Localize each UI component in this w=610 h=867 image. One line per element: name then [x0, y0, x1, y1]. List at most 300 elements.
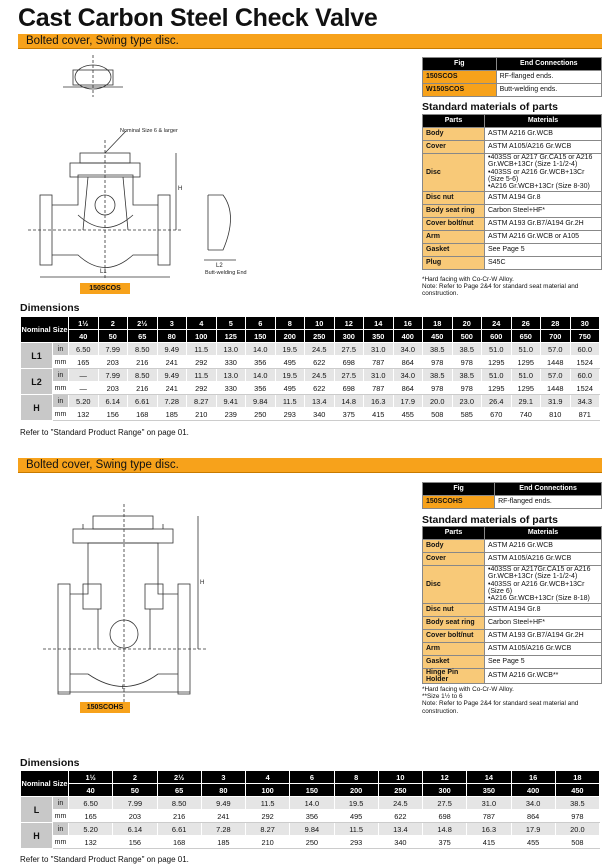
material-row	[423, 566, 602, 604]
fig-code: 150SCOS	[423, 71, 497, 84]
dimension-value: 9.41	[216, 395, 246, 408]
size-mm-header: 300	[334, 330, 364, 343]
part-name: Cover bolt/nut	[423, 629, 485, 642]
part-name: Body seat ring	[423, 616, 485, 629]
dimension-value: 185	[157, 408, 187, 421]
unit-label: in	[53, 343, 69, 356]
dimension-value: 1524	[570, 356, 600, 369]
part-name: Plug	[423, 256, 485, 269]
size-in-header: 2½	[128, 317, 158, 330]
size-in-header: 28	[541, 317, 571, 330]
size-mm-header: 100	[246, 784, 290, 797]
material-row	[423, 616, 602, 629]
size-mm-header: 650	[511, 330, 541, 343]
part-material: Carbon Steel+HF*	[485, 616, 602, 629]
size-in-header: 4	[187, 317, 217, 330]
dimension-value: 5.20	[69, 395, 99, 408]
dimension-value: 11.5	[187, 343, 217, 356]
material-row	[423, 243, 602, 256]
dimension-value: 168	[157, 836, 201, 849]
size-mm-header: 125	[216, 330, 246, 343]
size-mm-header: 700	[541, 330, 571, 343]
dimension-value: 250	[290, 836, 334, 849]
dimension-value: 864	[393, 382, 423, 395]
materials-title-2: Standard materials of parts	[422, 514, 558, 526]
dimension-value: 330	[216, 356, 246, 369]
dimension-value: 978	[423, 356, 453, 369]
dimension-value: 216	[128, 382, 158, 395]
dimension-value: 864	[511, 810, 555, 823]
dimension-value: 216	[128, 356, 158, 369]
size-mm-header: 500	[452, 330, 482, 343]
dimension-value: 292	[187, 356, 217, 369]
dimension-value: 455	[511, 836, 555, 849]
end-connection: Butt-welding ends.	[496, 84, 601, 97]
part-material: See Page 5	[485, 243, 602, 256]
dimension-value: 60.0	[570, 343, 600, 356]
dimension-value: 132	[69, 408, 99, 421]
dimension-value: 1295	[482, 356, 512, 369]
dimension-value: 9.84	[290, 823, 334, 836]
size-mm-header: 40	[69, 330, 99, 343]
size-mm-header: 400	[511, 784, 555, 797]
dimension-value: 6.50	[69, 797, 113, 810]
dimension-row	[21, 823, 600, 836]
dimension-value: 38.5	[555, 797, 599, 810]
part-name: Hinge Pin Holder	[423, 668, 485, 684]
unit-label: mm	[53, 836, 69, 849]
part-material: See Page 5	[485, 655, 602, 668]
unit-label: in	[53, 369, 69, 382]
dim-label-h2: H	[200, 580, 205, 586]
dimension-value: 787	[364, 382, 394, 395]
size-in-header: 18	[555, 771, 599, 784]
size-in-header: 16	[511, 771, 555, 784]
dimension-value: 7.99	[98, 343, 128, 356]
section-band-1: Bolted cover, Swing type disc.	[18, 34, 602, 49]
dimension-value: 622	[305, 356, 335, 369]
dimensions-table-1	[20, 316, 600, 421]
dimension-value: 6.50	[69, 343, 99, 356]
size-mm-header: 65	[157, 784, 201, 797]
dimension-value: 978	[423, 382, 453, 395]
dimension-value: 585	[452, 408, 482, 421]
dimension-value: 8.50	[128, 343, 158, 356]
dimension-value: 24.5	[305, 369, 335, 382]
part-name: Disc nut	[423, 191, 485, 204]
dimension-value: 356	[290, 810, 334, 823]
dimension-value: 6.61	[157, 823, 201, 836]
size-in-header: 12	[334, 317, 364, 330]
part-name: Disc nut	[423, 603, 485, 616]
dimension-value: 210	[187, 408, 217, 421]
dimension-value: 20.0	[423, 395, 453, 408]
dimension-value: 27.5	[423, 797, 467, 810]
part-material: ASTM A193 Gr.B7/A194 Gr.2H	[485, 217, 602, 230]
dimension-value: 17.9	[393, 395, 423, 408]
refer-note-1: Refer to "Standard Product Range" on page 01.	[20, 428, 189, 437]
part-material: ASTM A105/A216 Gr.WCB	[485, 141, 602, 154]
dimension-row	[21, 408, 600, 421]
size-in-header: 2½	[157, 771, 201, 784]
dimension-value: 7.28	[157, 395, 187, 408]
part-name: Cover	[423, 141, 485, 154]
dimension-value: 6.14	[98, 395, 128, 408]
annotation-nominal-size: Nominal Size 6 & larger	[120, 128, 178, 134]
dimension-value: 24.5	[378, 797, 422, 810]
figure-label-150scohs: 150SCOHS	[80, 702, 130, 713]
dimension-value: 8.27	[187, 395, 217, 408]
dimension-row	[21, 369, 600, 382]
size-mm-header: 200	[275, 330, 305, 343]
part-material: ASTM A194 Gr.8	[485, 603, 602, 616]
dimension-value: 1295	[511, 356, 541, 369]
dimension-value: 24.5	[305, 343, 335, 356]
dimension-value: 132	[69, 836, 113, 849]
dimension-value: 7.99	[98, 369, 128, 382]
valve-drawing-150scos	[18, 55, 413, 295]
dimension-value: 14.0	[246, 343, 276, 356]
dimension-value: 978	[452, 356, 482, 369]
part-material: ASTM A194 Gr.8	[485, 191, 602, 204]
size-in-header: 2	[98, 317, 128, 330]
part-name: Cover	[423, 553, 485, 566]
fig-table-1	[422, 57, 602, 97]
materials-header: Materials	[485, 115, 602, 128]
part-name: Disc	[423, 154, 485, 192]
annotation-butt-welding: Butt-welding End	[205, 270, 247, 276]
dimension-value: 8.50	[157, 797, 201, 810]
dimension-value: 26.4	[482, 395, 512, 408]
dimension-value: 51.0	[511, 369, 541, 382]
dimension-value: 57.0	[541, 369, 571, 382]
size-mm-header: 150	[246, 330, 276, 343]
size-in-header: 3	[201, 771, 245, 784]
parts-header: Parts	[423, 527, 485, 540]
size-in-header: 6	[246, 317, 276, 330]
dimension-value: 38.5	[423, 369, 453, 382]
dimension-value: 14.8	[334, 395, 364, 408]
dimension-row	[21, 836, 600, 849]
unit-label: mm	[53, 810, 69, 823]
dimension-value: 34.0	[393, 343, 423, 356]
unit-label: mm	[53, 356, 69, 369]
dimension-value: 375	[334, 408, 364, 421]
size-in-header: 5	[216, 317, 246, 330]
dimension-value: 31.0	[364, 343, 394, 356]
dimension-value: 787	[467, 810, 511, 823]
end-connections-header: End Connections	[496, 58, 601, 71]
size-mm-header: 50	[98, 330, 128, 343]
dimension-value: 38.5	[452, 343, 482, 356]
dimension-value: 871	[570, 408, 600, 421]
size-in-header: 8	[275, 317, 305, 330]
dimension-value: 292	[246, 810, 290, 823]
dimension-value: 356	[246, 356, 276, 369]
material-row	[423, 603, 602, 616]
dimension-value: —	[69, 369, 99, 382]
part-name: Disc	[423, 566, 485, 604]
part-material: ASTM A216 Gr.WCB	[485, 128, 602, 141]
dimension-value: 495	[275, 356, 305, 369]
dimension-value: 14.0	[290, 797, 334, 810]
dimension-value: 19.5	[334, 797, 378, 810]
dimension-value: 34.0	[511, 797, 555, 810]
part-material: ASTM A105/A216 Gr.WCB	[485, 642, 602, 655]
dimension-value: 241	[201, 810, 245, 823]
size-in-header: 10	[378, 771, 422, 784]
dimension-value: 241	[157, 382, 187, 395]
size-in-header: 2	[113, 771, 157, 784]
dimension-value: 9.49	[201, 797, 245, 810]
size-in-header: 6	[290, 771, 334, 784]
size-mm-header: 350	[467, 784, 511, 797]
dimension-value: 698	[423, 810, 467, 823]
dimension-value: 13.0	[216, 369, 246, 382]
dimension-value: 13.0	[216, 343, 246, 356]
size-mm-header: 80	[157, 330, 187, 343]
dimension-value: 20.0	[555, 823, 599, 836]
dimension-value: 13.4	[305, 395, 335, 408]
dimension-value: 11.5	[246, 797, 290, 810]
note-line: **Size 1½ to 6	[422, 693, 463, 701]
dimension-value: 6.61	[128, 395, 158, 408]
dimension-value: 810	[541, 408, 571, 421]
dimension-value: 1295	[482, 382, 512, 395]
dimension-label: L1	[21, 343, 53, 369]
size-mm-header: 300	[423, 784, 467, 797]
size-mm-header: 40	[69, 784, 113, 797]
size-mm-header: 450	[555, 784, 599, 797]
dimension-value: 239	[216, 408, 246, 421]
dimension-label: H	[21, 823, 53, 849]
part-material: S45C	[485, 256, 602, 269]
size-mm-header: 350	[364, 330, 394, 343]
notes-2	[422, 686, 607, 715]
dimension-value: 19.5	[275, 369, 305, 382]
dimension-value: 38.5	[423, 343, 453, 356]
part-material: •403SS or A217Gr.CA15 or A216 Gr.WCB+13Cr (Size 1-1/2-4) •403SS or A216 Gr.WCB+13Cr (Size 6) •A216 Gr.WCB+13Cr (Size 8-18)	[485, 566, 602, 604]
dimension-value: 11.5	[187, 369, 217, 382]
material-row	[423, 668, 602, 684]
material-row	[423, 256, 602, 269]
dimension-value: 203	[98, 382, 128, 395]
size-mm-header: 600	[482, 330, 512, 343]
material-row	[423, 217, 602, 230]
dimension-value: 292	[187, 382, 217, 395]
dim-label-l1: L1	[100, 269, 107, 275]
part-name: Cover bolt/nut	[423, 217, 485, 230]
part-material: ASTM A105/A216 Gr.WCB	[485, 553, 602, 566]
material-row	[423, 141, 602, 154]
material-row	[423, 128, 602, 141]
size-in-header: 3	[157, 317, 187, 330]
dim-label-l: L	[122, 685, 126, 691]
nominal-size-header: Nominal Size	[21, 771, 69, 797]
size-mm-header: 450	[423, 330, 453, 343]
dimension-value: 8.50	[128, 369, 158, 382]
note-line: *Hard facing with Co-Cr-W Alloy.	[422, 686, 514, 693]
fig-header: Fig	[423, 58, 497, 71]
part-name: Body seat ring	[423, 204, 485, 217]
dimension-value: 165	[69, 356, 99, 369]
dimension-value: 740	[511, 408, 541, 421]
dimension-value: 38.5	[452, 369, 482, 382]
size-in-header: 4	[246, 771, 290, 784]
dimension-value: 203	[113, 810, 157, 823]
note-line: Note: Refer to Page 2&4 for standard seat material and construction.	[422, 283, 579, 298]
size-mm-header: 750	[570, 330, 600, 343]
dimension-value: 57.0	[541, 343, 571, 356]
size-mm-header: 400	[393, 330, 423, 343]
material-row	[423, 655, 602, 668]
notes-1	[422, 276, 607, 298]
dimension-value: 9.49	[157, 369, 187, 382]
part-name: Arm	[423, 642, 485, 655]
part-material: ASTM A216 Gr.WCB or A105	[485, 230, 602, 243]
part-material: Carbon Steel+HF*	[485, 204, 602, 217]
unit-label: in	[53, 823, 69, 836]
dimension-value: 19.5	[275, 343, 305, 356]
part-name: Body	[423, 540, 485, 553]
dimension-value: 787	[364, 356, 394, 369]
dimension-value: 340	[305, 408, 335, 421]
dimension-value: 1448	[541, 382, 571, 395]
size-in-header: 18	[423, 317, 453, 330]
size-in-header: 8	[334, 771, 378, 784]
dimension-value: 1295	[511, 382, 541, 395]
size-in-header: 12	[423, 771, 467, 784]
part-material: ASTM A216 Gr.WCB**	[485, 668, 602, 684]
dimension-label: L	[21, 797, 53, 823]
dimension-value: 1448	[541, 356, 571, 369]
dimension-value: 34.3	[570, 395, 600, 408]
size-in-header: 20	[452, 317, 482, 330]
dimension-value: 9.84	[246, 395, 276, 408]
dimension-value: 13.4	[378, 823, 422, 836]
dimension-value: 508	[555, 836, 599, 849]
dimension-value: 11.5	[275, 395, 305, 408]
dimension-value: 31.0	[467, 797, 511, 810]
dimension-value: 698	[334, 356, 364, 369]
dimension-value: 8.27	[246, 823, 290, 836]
dimension-value: 330	[216, 382, 246, 395]
fig-code: 150SCOHS	[423, 496, 495, 509]
dimension-value: 27.5	[334, 343, 364, 356]
dim-label-h1: H	[178, 186, 183, 192]
dimension-value: 156	[113, 836, 157, 849]
dimension-value: 5.20	[69, 823, 113, 836]
dimension-value: 16.3	[467, 823, 511, 836]
size-in-header: 14	[364, 317, 394, 330]
dimension-value: 17.9	[511, 823, 555, 836]
dimension-value: 415	[467, 836, 511, 849]
part-name: Gasket	[423, 655, 485, 668]
dimension-value: 51.0	[511, 343, 541, 356]
unit-label: in	[53, 395, 69, 408]
dimension-value: 60.0	[570, 369, 600, 382]
dimension-value: 241	[157, 356, 187, 369]
dimension-value: 185	[201, 836, 245, 849]
dim-label-l2: L2	[216, 263, 223, 269]
dimension-value: 168	[128, 408, 158, 421]
part-name: Arm	[423, 230, 485, 243]
section-band-2: Bolted cover, Swing type disc.	[18, 458, 602, 473]
dimension-value: 29.1	[511, 395, 541, 408]
material-row	[423, 154, 602, 192]
fig-table-2	[422, 482, 602, 509]
fig-code: W150SCOS	[423, 84, 497, 97]
size-in-header: 26	[511, 317, 541, 330]
dimension-value: 156	[98, 408, 128, 421]
size-mm-header: 65	[128, 330, 158, 343]
dimension-value: 216	[157, 810, 201, 823]
dimension-row	[21, 797, 600, 810]
unit-label: mm	[53, 408, 69, 421]
dimension-row	[21, 810, 600, 823]
dimension-value: 340	[378, 836, 422, 849]
dimension-value: 375	[423, 836, 467, 849]
material-row	[423, 204, 602, 217]
dimension-value: 622	[378, 810, 422, 823]
figure-label-150scos: 150SCOS	[80, 283, 130, 294]
dimension-value: 293	[275, 408, 305, 421]
dimension-value: 293	[334, 836, 378, 849]
dimension-value: 34.0	[393, 369, 423, 382]
dimension-value: 210	[246, 836, 290, 849]
dimensions-title-2: Dimensions	[20, 757, 80, 769]
size-in-header: 10	[305, 317, 335, 330]
parts-header: Parts	[423, 115, 485, 128]
dimension-label: L2	[21, 369, 53, 395]
size-mm-header: 150	[290, 784, 334, 797]
dimension-value: 31.9	[541, 395, 571, 408]
dimension-value: 495	[334, 810, 378, 823]
dimension-value: 27.5	[334, 369, 364, 382]
refer-note-2: Refer to "Standard Product Range" on page 01.	[20, 855, 189, 864]
dimension-value: 864	[393, 356, 423, 369]
materials-header: Materials	[485, 527, 602, 540]
size-mm-header: 200	[334, 784, 378, 797]
dimension-value: 165	[69, 810, 113, 823]
end-connection: RF-flanged ends.	[496, 71, 601, 84]
dimensions-table-2	[20, 770, 600, 849]
size-mm-header: 100	[187, 330, 217, 343]
size-in-header: 30	[570, 317, 600, 330]
end-connections-header: End Connections	[495, 483, 602, 496]
dimension-value: 7.99	[113, 797, 157, 810]
dimension-value: 31.0	[364, 369, 394, 382]
dimension-value: 495	[275, 382, 305, 395]
size-in-header: 24	[482, 317, 512, 330]
nominal-size-header: Nominal Size	[21, 317, 69, 343]
note-line: *Hard facing with Co-Cr-W Alloy.	[422, 276, 514, 283]
dimension-value: 6.14	[113, 823, 157, 836]
unit-label: mm	[53, 382, 69, 395]
part-material: •403SS or A217 Gr.CA15 or A216 Gr.WCB+13Cr (Size 1-1/2-4) •403SS or A216 Gr.WCB+13Cr (Size 5-6) •A216 Gr.WCB+13Cr (Size 8-30)	[485, 154, 602, 192]
size-in-header: 1½	[69, 317, 99, 330]
dimension-value: 16.3	[364, 395, 394, 408]
valve-drawing-150scohs	[18, 484, 413, 714]
dimension-row	[21, 382, 600, 395]
fig-header: Fig	[423, 483, 495, 496]
size-mm-header: 250	[378, 784, 422, 797]
size-in-header: 14	[467, 771, 511, 784]
dimension-row	[21, 395, 600, 408]
size-in-header: 1½	[69, 771, 113, 784]
material-row	[423, 642, 602, 655]
material-row	[423, 540, 602, 553]
